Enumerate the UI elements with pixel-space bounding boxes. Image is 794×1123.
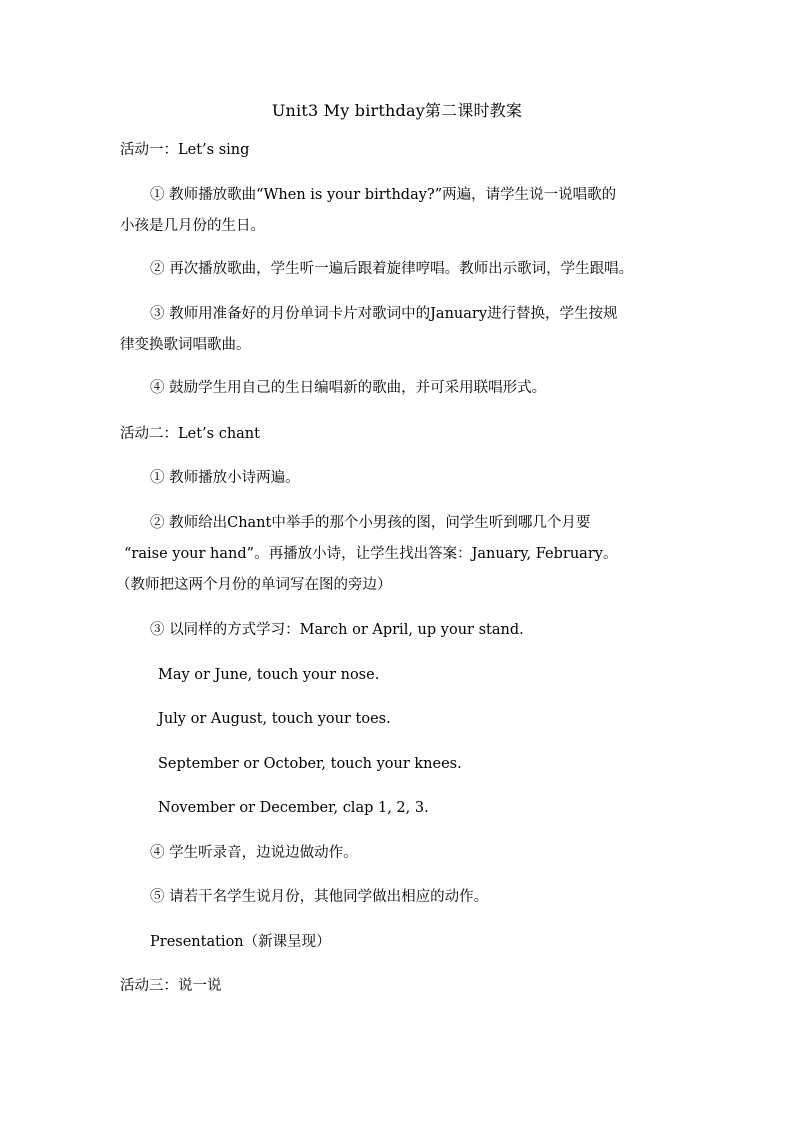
paragraph-line: ④ 学生听录音，边说边做动作。: [150, 845, 358, 861]
paragraph-line: ③ 以同样的方式学习：March or April, up your stand.: [150, 622, 524, 638]
section-heading-activity-2: 活动二：Let’s chant: [120, 426, 260, 442]
section-heading-activity-1: 活动一：Let’s sing: [120, 142, 250, 158]
paragraph-line: ② 再次播放歌曲，学生听一遍后跟着旋律哼唱。教师出示歌词，学生跟唱。: [150, 261, 634, 277]
paragraph-line: 小孩是几月份的生日。: [120, 218, 265, 234]
chant-line: July or August, touch your toes.: [158, 711, 391, 727]
paragraph-line: ⑤ 请若干名学生说月份，其他同学做出相应的动作。: [150, 889, 489, 905]
paragraph-line: “raise your hand”。再播放小诗，让学生找出答案：January, February。: [124, 546, 618, 562]
chant-line: September or October, touch your knees.: [158, 756, 462, 772]
paragraph-line: ③ 教师用准备好的月份单词卡片对歌词中的January进行替换，学生按规: [150, 306, 618, 322]
paragraph-line: 律变换歌词唱歌曲。: [120, 337, 251, 353]
chant-line: May or June, touch your nose.: [158, 667, 380, 683]
paragraph-line: ① 教师播放小诗两遍。: [150, 470, 300, 486]
paragraph-line: ① 教师播放歌曲“When is your birthday?”两遍，请学生说一说唱歌的: [150, 187, 617, 203]
section-heading-activity-3: 活动三：说一说: [120, 978, 222, 994]
section-heading-presentation: Presentation（新课呈现）: [150, 934, 331, 950]
paragraph-line: ④ 鼓励学生用自己的生日编唱新的歌曲，并可采用联唱形式。: [150, 380, 547, 396]
paragraph-line: （教师把这两个月份的单词写在图的旁边）: [116, 577, 392, 593]
paragraph-line: ② 教师给出Chant中举手的那个小男孩的图，问学生听到哪几个月要: [150, 515, 591, 531]
chant-line: November or December, clap 1, 2, 3.: [158, 800, 429, 816]
document-title: Unit3 My birthday第二课时教案: [271, 101, 523, 120]
